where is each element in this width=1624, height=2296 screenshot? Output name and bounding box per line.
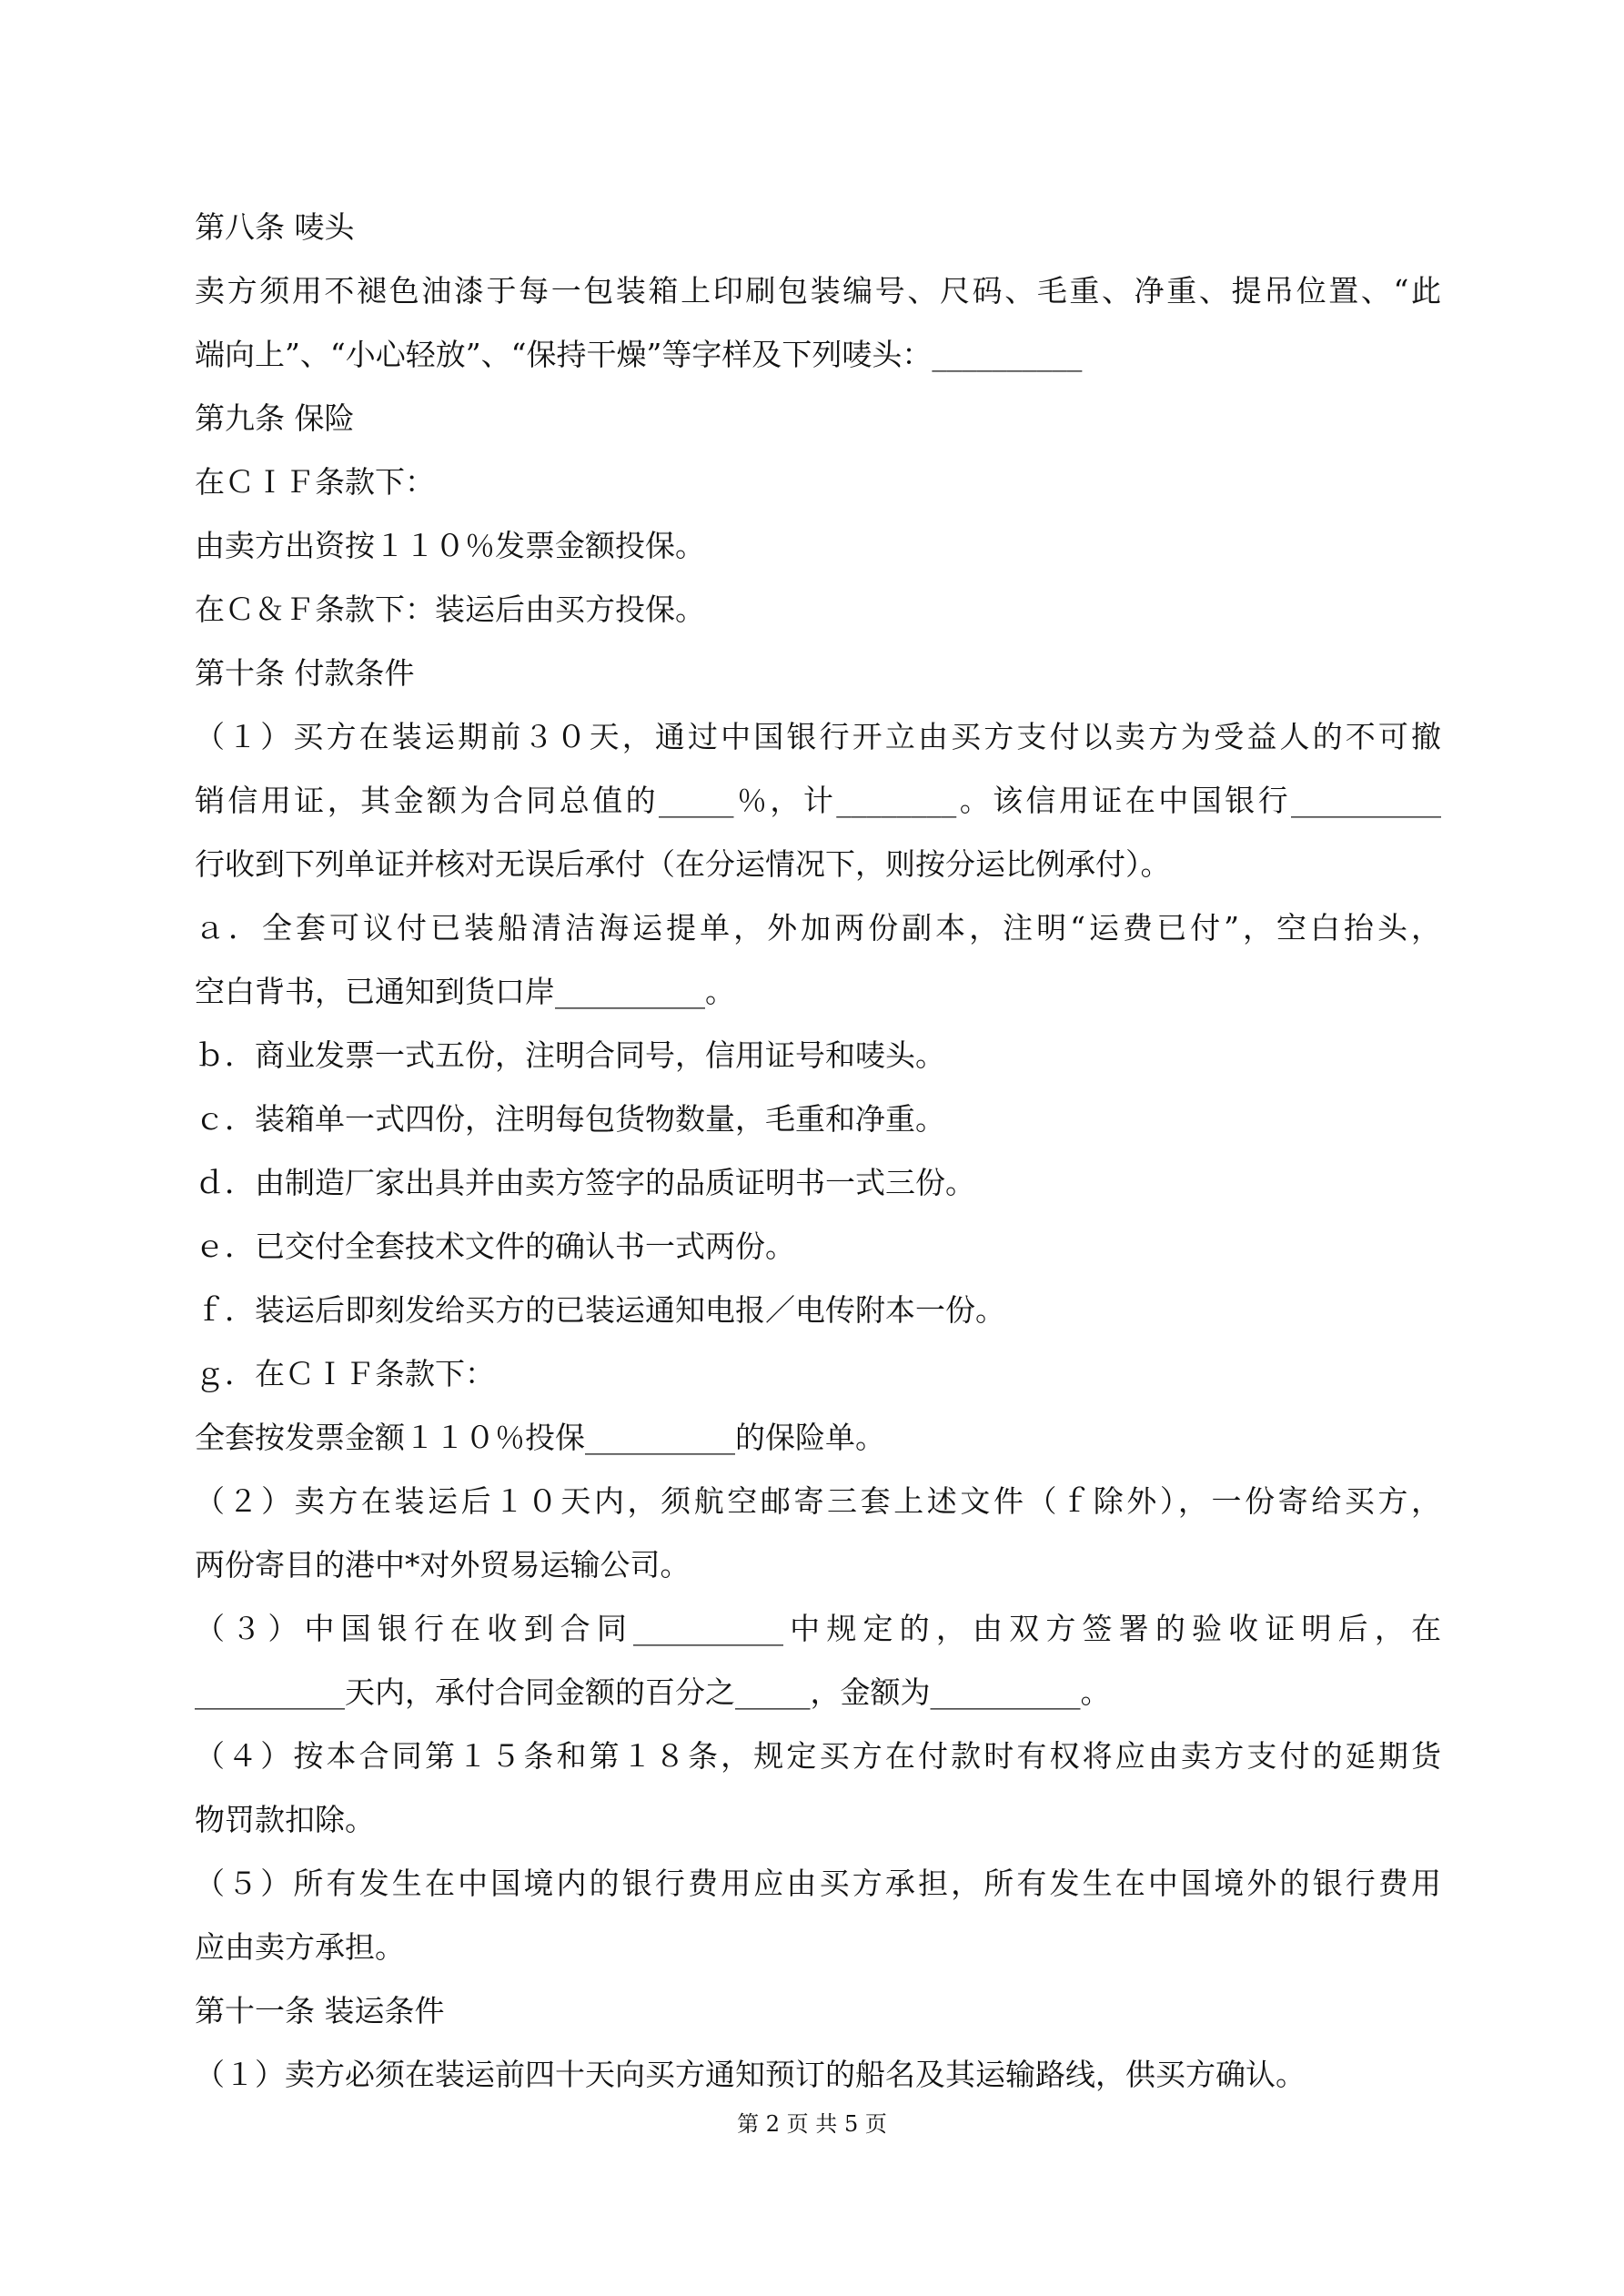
list-item-a: ａ．全套可议付已装船清洁海运提单，外加两份副本，注明“运费已付”，空白抬头，	[195, 910, 1441, 946]
paragraph-line: __________天内，承付合同金额的百分之_____，金额为__________。	[195, 1674, 1111, 1710]
paragraph-line: 销信用证，其金额为合同总值的_____％，计________。该信用证在中国银行__________	[195, 783, 1441, 818]
list-item-b: ｂ．商业发票一式五份，注明合同号，信用证号和唛头。	[195, 1037, 945, 1073]
article-10-heading: 第十条 付款条件	[195, 655, 415, 691]
list-item-g: ｇ．在ＣＩＦ条款下：	[195, 1356, 495, 1391]
paragraph-line: 在Ｃ＆Ｆ条款下：装运后由买方投保。	[195, 592, 705, 627]
list-item-e: ｅ．已交付全套技术文件的确认书一式两份。	[195, 1229, 795, 1264]
paragraph-line: 端向上”、“小心轻放”、“保持干燥”等字样及下列唛头：__________	[195, 337, 1083, 372]
paragraph-line: 在ＣＩＦ条款下：	[195, 464, 435, 500]
list-item-c: ｃ．装箱单一式四份，注明每包货物数量，毛重和净重。	[195, 1101, 945, 1137]
paragraph-line: 空白背书，已通知到货口岸__________。	[195, 974, 735, 1009]
page-number-footer: 第 2 页 共 5 页	[737, 2111, 887, 2137]
paragraph-line: （１）卖方必须在装运前四十天向买方通知预订的船名及其运输路线，供买方确认。	[195, 2057, 1306, 2092]
paragraph-line: 行收到下列单证并核对无误后承付（在分运情况下，则按分运比例承付）。	[195, 846, 1171, 882]
paragraph-line: 卖方须用不褪色油漆于每一包装箱上印刷包装编号、尺码、毛重、净重、提吊位置、“此	[195, 273, 1441, 308]
paragraph-line: （５）所有发生在中国境内的银行费用应由买方承担，所有发生在中国境外的银行费用	[195, 1866, 1441, 1901]
paragraph-line: （２）卖方在装运后１０天内，须航空邮寄三套上述文件（ｆ除外），一份寄给买方，	[195, 1483, 1441, 1519]
paragraph-line: （４）按本合同第１５条和第１８条，规定买方在付款时有权将应由卖方支付的延期货	[195, 1738, 1441, 1774]
list-item-d: ｄ．由制造厂家出具并由卖方签字的品质证明书一式三份。	[195, 1165, 975, 1200]
paragraph-line: 由卖方出资按１１０％发票金额投保。	[195, 528, 705, 563]
paragraph-line: （３）中国银行在收到合同__________中规定的，由双方签署的验收证明后，在	[195, 1611, 1441, 1646]
list-item-f: ｆ．装运后即刻发给买方的已装运通知电报／电传附本一份。	[195, 1292, 1005, 1328]
paragraph-line: 应由卖方承担。	[195, 1929, 405, 1965]
paragraph-line: 两份寄目的港中*对外贸易运输公司。	[195, 1547, 691, 1583]
article-8-heading: 第八条 唛头	[195, 209, 355, 245]
article-11-heading: 第十一条 装运条件	[195, 1993, 445, 2028]
paragraph-line: 物罚款扣除。	[195, 1802, 375, 1837]
article-9-heading: 第九条 保险	[195, 400, 355, 436]
paragraph-line: （１）买方在装运期前３０天，通过中国银行开立由买方支付以卖方为受益人的不可撤	[195, 719, 1441, 754]
paragraph-line: 全套按发票金额１１０％投保__________的保险单。	[195, 1420, 885, 1455]
